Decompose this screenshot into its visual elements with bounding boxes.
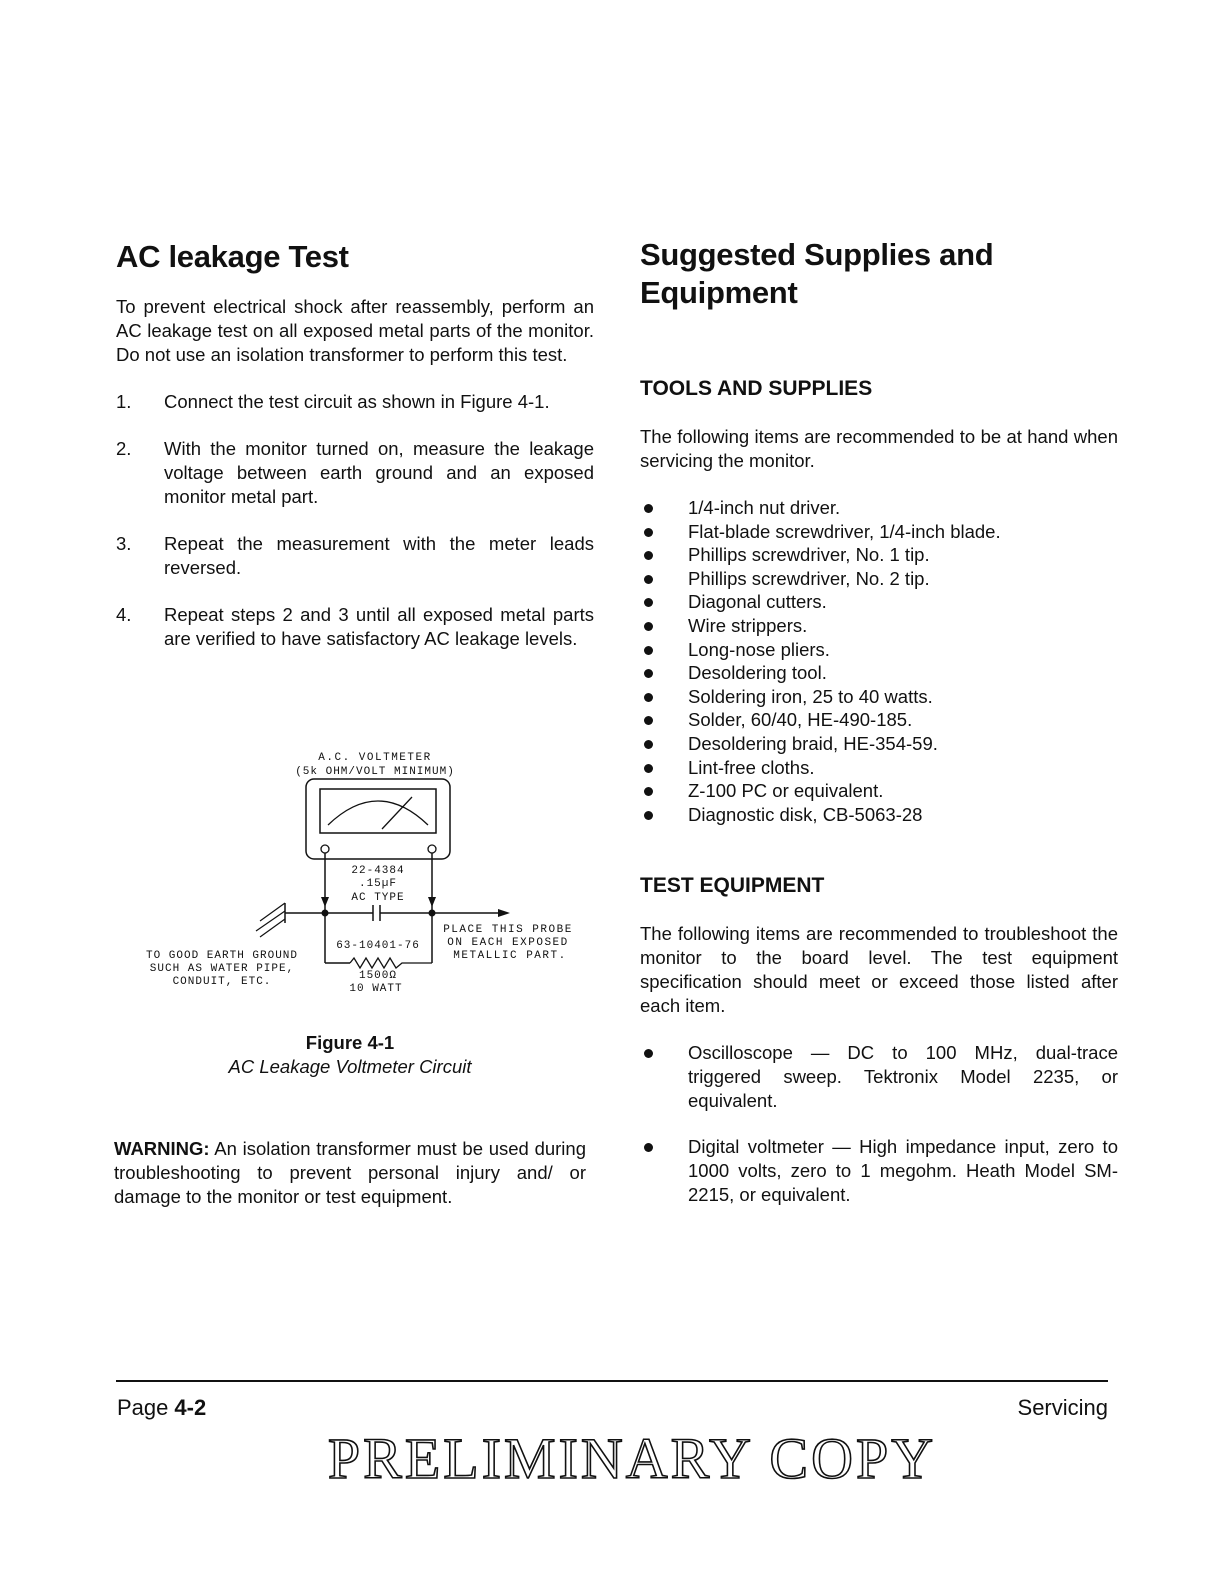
test-equipment-intro: The following items are recommended to troubleshoot the monitor to the board level. The test equipment specification should meet or exceed those listed after each item. [640,923,1118,1017]
voltmeter-dial [320,789,436,833]
probe-label-1: PLACE THIS PROBE [443,924,573,936]
figure-number: Figure 4-1 [305,1032,395,1053]
page-number-label: Page 4-2 [117,1395,207,1420]
bullet-icon [644,787,653,796]
list-item: Phillips screwdriver, No. 2 tip. [640,567,1118,591]
capacitor-type: AC TYPE [351,892,405,904]
page-number: 4-2 [174,1395,207,1420]
left-column [116,238,594,651]
terminal-right [428,845,436,853]
ground-label-1: TO GOOD EARTH GROUND [145,950,299,962]
resistor-value: 1500Ω [358,970,398,982]
dial-arc [328,801,428,825]
list-item: Flat-blade screwdriver, 1/4-inch blade. [640,520,1118,544]
supplies-title: Suggested Supplies and Equipment [640,237,994,310]
footer-rule [116,1380,1108,1382]
list-item: Long-nose pliers. [640,638,1118,662]
section-name: Servicing [1017,1395,1108,1420]
circuit-diagram [120,745,590,1005]
bullet-icon [644,716,653,725]
ground-label-2: SUCH AS WATER PIPE, [149,963,295,975]
figure-title: AC Leakage Voltmeter Circuit [228,1056,472,1077]
tools-heading: TOOLS AND SUPPLIES [640,377,873,400]
tools-intro: The following items are recommended to be at hand when servicing the monitor. [640,426,1118,471]
bullet-icon [644,646,653,655]
terminal-left [321,845,329,853]
resistor-part: 63-10401-76 [336,940,420,952]
bullet-icon [644,528,653,537]
right-column [640,236,1118,1207]
resistor-symbol [350,958,432,968]
bullet-icon [644,622,653,631]
list-item: Desoldering braid, HE-354-59. [640,732,1118,756]
bullet-icon [644,1049,653,1058]
voltmeter-spec: (5k OHM/VOLT MINIMUM) [295,766,455,778]
capacitor-part: 22-4384 [351,865,405,877]
list-item: Digital voltmeter — High impedance input, zero to 1000 volts, zero to 1 megohm. Heath Model SM-2215, or equivalent. [640,1135,1118,1207]
list-item: Desoldering tool. [640,661,1118,685]
list-item: Oscilloscope — DC to 100 MHz, dual-trace triggered sweep. Tektronix Model 2235, or equivalent. [640,1041,1118,1113]
warning-text: An isolation transformer must be used during troubleshooting to prevent personal injury and/ or damage to the monitor or test equipment. [114,1138,586,1207]
list-item: Soldering iron, 25 to 40 watts. [640,685,1118,709]
stamp-text: PRELIMINARY COPY [327,1426,937,1491]
bullet-icon [644,575,653,584]
capacitor-value: .15µF [358,878,398,890]
list-item: Lint-free cloths. [640,756,1118,780]
ground-label-3: CONDUIT, ETC. [172,976,272,988]
ac-leakage-title: AC leakage Test [116,239,349,274]
probe-label-2: ON EACH EXPOSED [447,937,569,949]
bullet-icon [644,693,653,702]
tools-list [640,496,1118,826]
lead-arrow-left [321,897,329,907]
probe-label-3: METALLIC PART. [453,950,567,962]
ac-leakage-intro: To prevent electrical shock after reassembly, perform an AC leakage test on all exposed metal parts of the monitor. Do not use an isolation transformer to perform this test. [116,296,594,365]
step-item: 3. Repeat the measurement with the meter leads reversed. [116,533,594,578]
preliminary-copy-stamp [252,1422,1012,1492]
figure-caption [116,1031,584,1079]
warning-paragraph [114,1137,586,1209]
list-item: 1/4-inch nut driver. [640,496,1118,520]
list-item: Wire strippers. [640,614,1118,638]
bullet-icon [644,504,653,513]
bullet-icon [644,740,653,749]
step-item: 1. Connect the test circuit as shown in Figure 4-1. [116,391,550,412]
bullet-icon [644,551,653,560]
test-equipment-heading: TEST EQUIPMENT [640,874,825,898]
list-item: Diagnostic disk, CB-5063-28 [640,803,1118,827]
probe-arrow [498,909,510,917]
test-equipment-list [640,1041,1118,1207]
list-item: Diagonal cutters. [640,590,1118,614]
bullet-icon [644,1143,653,1152]
step-item: 4. Repeat steps 2 and 3 until all exposed metal parts are verified to have satisfactory AC leakage levels. [116,604,594,649]
bullet-icon [644,669,653,678]
list-item: Solder, 60/40, HE-490-185. [640,708,1118,732]
warning-label: WARNING: [114,1138,210,1159]
step-item: 2. With the monitor turned on, measure the leakage voltage between earth ground and an exposed monitor metal part. [116,438,594,507]
bullet-icon [644,811,653,820]
voltmeter-label: A.C. VOLTMETER [318,752,432,764]
list-item: Z-100 PC or equivalent. [640,779,1118,803]
bullet-icon [644,598,653,607]
list-item: Phillips screwdriver, No. 1 tip. [640,543,1118,567]
lead-arrow-right [428,897,436,907]
test-steps [116,390,594,651]
resistor-wattage: 10 WATT [349,983,403,995]
ac-leakage-circuit-figure [120,745,590,1005]
bullet-icon [644,764,653,773]
